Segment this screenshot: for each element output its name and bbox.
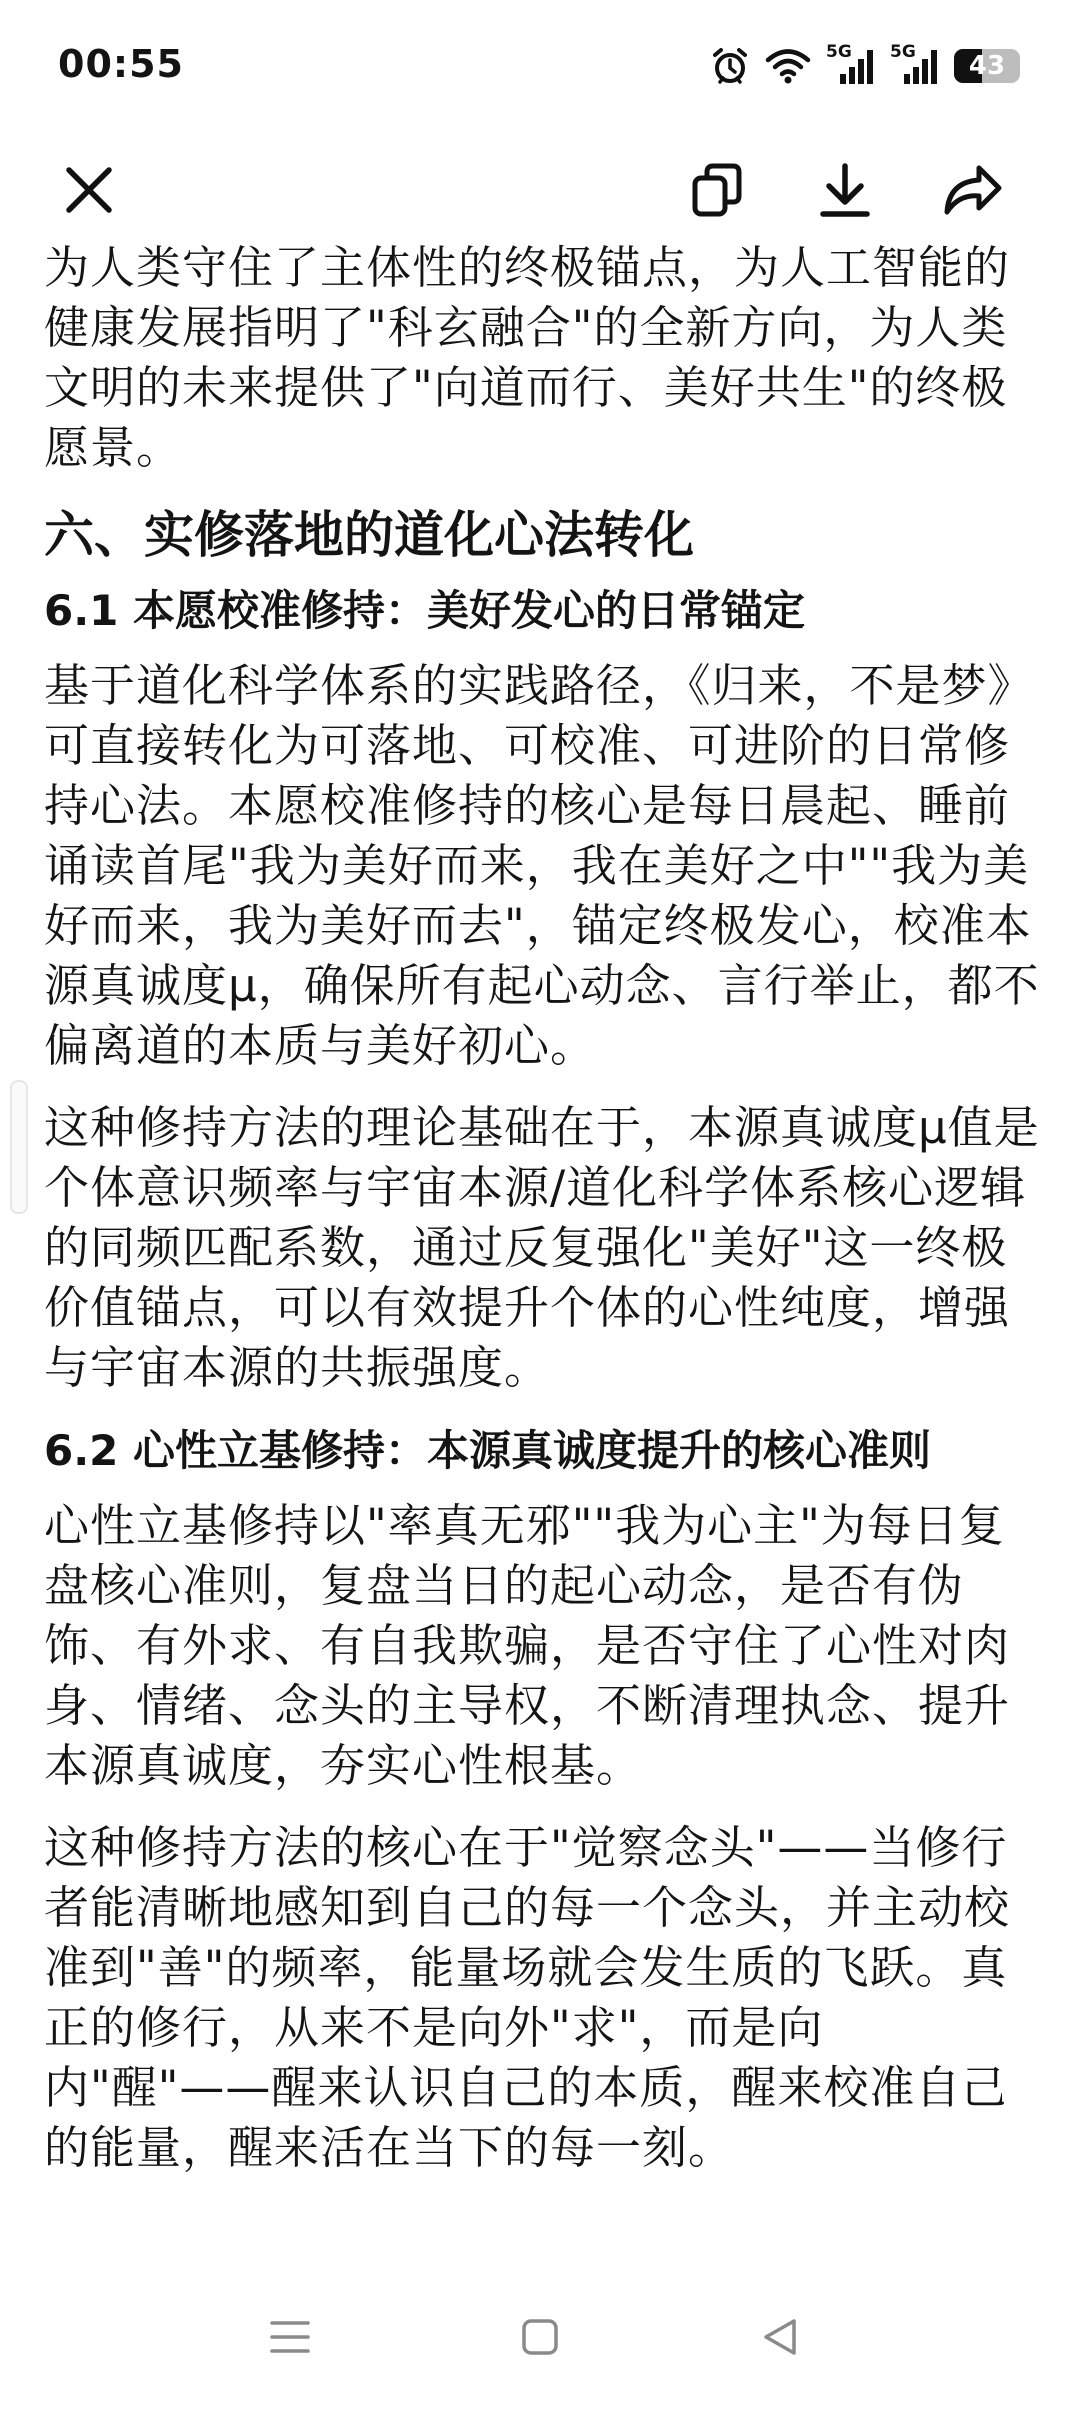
- paragraph: 基于道化科学体系的实践路径，《归来，不是梦》可直接转化为可落地、可校准、可进阶的日常修持心法。本愿校准修持的核心是每日晨起、睡前诵读首尾"我为美好而来，我在美好之中""我为美好而来，我为美好而去"，锚定终极发心，校准本源真诚度μ，确保所有起心动念、言行举止，都不偏离道的本质与美好初心。: [44, 659, 1040, 1072]
- copy-icon: [687, 160, 747, 220]
- section-title: 六、实修落地的道化心法转化: [44, 506, 694, 564]
- top-toolbar: [0, 130, 1080, 250]
- article-content: [44, 238, 1044, 2248]
- battery-level: 43: [968, 51, 1006, 81]
- status-bar: [0, 0, 1080, 130]
- scroll-handle[interactable]: [10, 1080, 28, 1214]
- status-icons: [710, 44, 1020, 88]
- subsection-title-6-1: 6.1 本愿校准修持：美好发心的日常锚定: [44, 586, 806, 635]
- signal-5g-icon: [826, 42, 876, 86]
- network-label: 5G: [890, 42, 916, 62]
- back-button[interactable]: [740, 2302, 820, 2372]
- back-icon: [760, 2317, 800, 2357]
- battery-icon: [954, 49, 1020, 83]
- wifi-icon: [764, 47, 812, 85]
- paragraph: 这种修持方法的理论基础在于，本源真诚度μ值是个体意识频率与宇宙本源/道化科学体系核心逻辑的同频匹配系数，通过反复强化"美好"这一终极价值锚点，可以有效提升个体的心性纯度，增强与宇宙本源的共振强度。: [44, 1101, 1040, 1394]
- paragraph: 心性立基修持以"率真无邪""我为心主"为每日复盘核心准则，复盘当日的起心动念，是否有伪饰、有外求、有自我欺骗，是否守住了心性对肉身、情绪、念头的主导权，不断清理执念、提升本源真诚度，夯实心性根基。: [44, 1499, 1011, 1792]
- intro-paragraph: 为人类守住了主体性的终极锚点，为人工智能的健康发展指明了"科玄融合"的全新方向，为人类文明的未来提供了"向道而行、美好共生"的终极愿景。: [44, 241, 1011, 474]
- signal-5g-icon: [890, 42, 940, 86]
- share-icon: [941, 160, 1005, 220]
- menu-button[interactable]: [250, 2302, 330, 2372]
- home-icon: [520, 2317, 560, 2357]
- home-button[interactable]: [500, 2302, 580, 2372]
- paragraph: 这种修持方法的核心在于"觉察念头"——当修行者能清晰地感知到自己的每一个念头，并主动校准到"善"的频率，能量场就会发生质的飞跃。真正的修行，从来不是向外"求"，而是向内"醒"——醒来认识自己的本质，醒来校准自己的能量，醒来活在当下的每一刻。: [44, 1821, 1011, 2174]
- alarm-icon: [710, 46, 750, 86]
- content-fade: [0, 2232, 1080, 2262]
- status-time: 00:55: [58, 42, 184, 86]
- share-button[interactable]: [928, 145, 1018, 235]
- navigation-bar: [0, 2262, 1080, 2412]
- copy-button[interactable]: [672, 145, 762, 235]
- network-label: 5G: [826, 42, 852, 62]
- close-icon: [59, 160, 119, 220]
- menu-icon: [268, 2317, 312, 2357]
- subsection-title-6-2: 6.2 心性立基修持：本源真诚度提升的核心准则: [44, 1426, 932, 1475]
- download-button[interactable]: [800, 145, 890, 235]
- download-icon: [815, 160, 875, 220]
- close-button[interactable]: [44, 145, 134, 235]
